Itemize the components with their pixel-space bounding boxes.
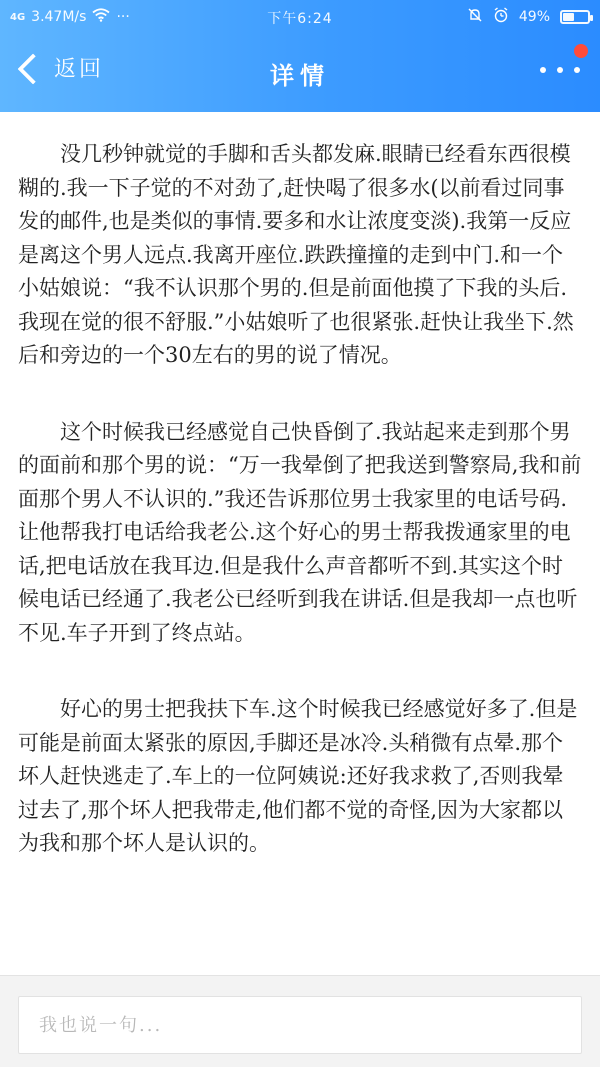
page-title: 详情 [270, 62, 330, 90]
comment-input[interactable] [19, 997, 581, 1053]
battery-percent: 49% [518, 9, 550, 25]
nav-bar [0, 34, 600, 112]
more-status-indicator: ··· [116, 9, 130, 25]
status-bar [0, 0, 600, 34]
notification-badge [574, 44, 588, 58]
status-time: 下午6:24 [267, 11, 333, 27]
more-dot-icon [557, 67, 563, 73]
alarm-icon [493, 7, 509, 27]
article-paragraph: 好心的男士把我扶下车.这个时候我已经感觉好多了.但是可能是前面太紧张的原因,手脚还是冰冷.头稍微有点晕.那个坏人赶快逃走了.车上的一位阿姨说:还好我求救了,否则我晕过去了,那个坏人把我带走,他们都不觉的奇怪,因为大家都以为我和那个坏人是认识的。 [18, 697, 578, 855]
comment-box [18, 996, 582, 1054]
mute-icon [467, 7, 483, 27]
status-right [467, 7, 590, 27]
battery-icon [560, 10, 590, 24]
article-paragraph: 没几秒钟就觉的手脚和舌头都发麻.眼睛已经看东西很模糊的.我一下子觉的不对劲了,赶快喝了很多水(以前看过同事发的邮件,也是类似的事情.要多和水让浓度变淡).我第一反应是离这个男人远点.我离开座位.跌跌撞撞的走到中门.和一个小姑娘说：“我不认识那个男的.但是前面他摸了下我的头后.我现在觉的很不舒服.”小姑娘听了也很紧张.赶快让我坐下.然后和旁边的一个30左右的男的说了情况。 [18, 142, 574, 367]
battery-fill [563, 13, 574, 21]
more-dot-icon [574, 67, 580, 73]
back-label: 返回 [54, 57, 105, 82]
comment-bar [0, 975, 600, 1067]
signal-indicator: 4G [10, 11, 26, 23]
header [0, 0, 600, 112]
article-body [18, 138, 582, 904]
article-paragraph: 这个时候我已经感觉自己快昏倒了.我站起来走到那个男的面前和那个男的说：“万一我晕倒了把我送到警察局,我和前面那个男人不认识的.”我还告诉那位男士我家里的电话号码.让他帮我打电话给我老公.这个好心的男士帮我拨通家里的电话,把电话放在我耳边.但是我什么声音都听不到.其实这个时候电话已经通了.我老公已经听到我在讲话.但是我却一点也听不见.车子开到了终点站。 [18, 419, 582, 645]
more-button[interactable] [540, 58, 580, 82]
network-speed: 3.47M/s [31, 9, 87, 25]
more-dot-icon [540, 67, 546, 73]
